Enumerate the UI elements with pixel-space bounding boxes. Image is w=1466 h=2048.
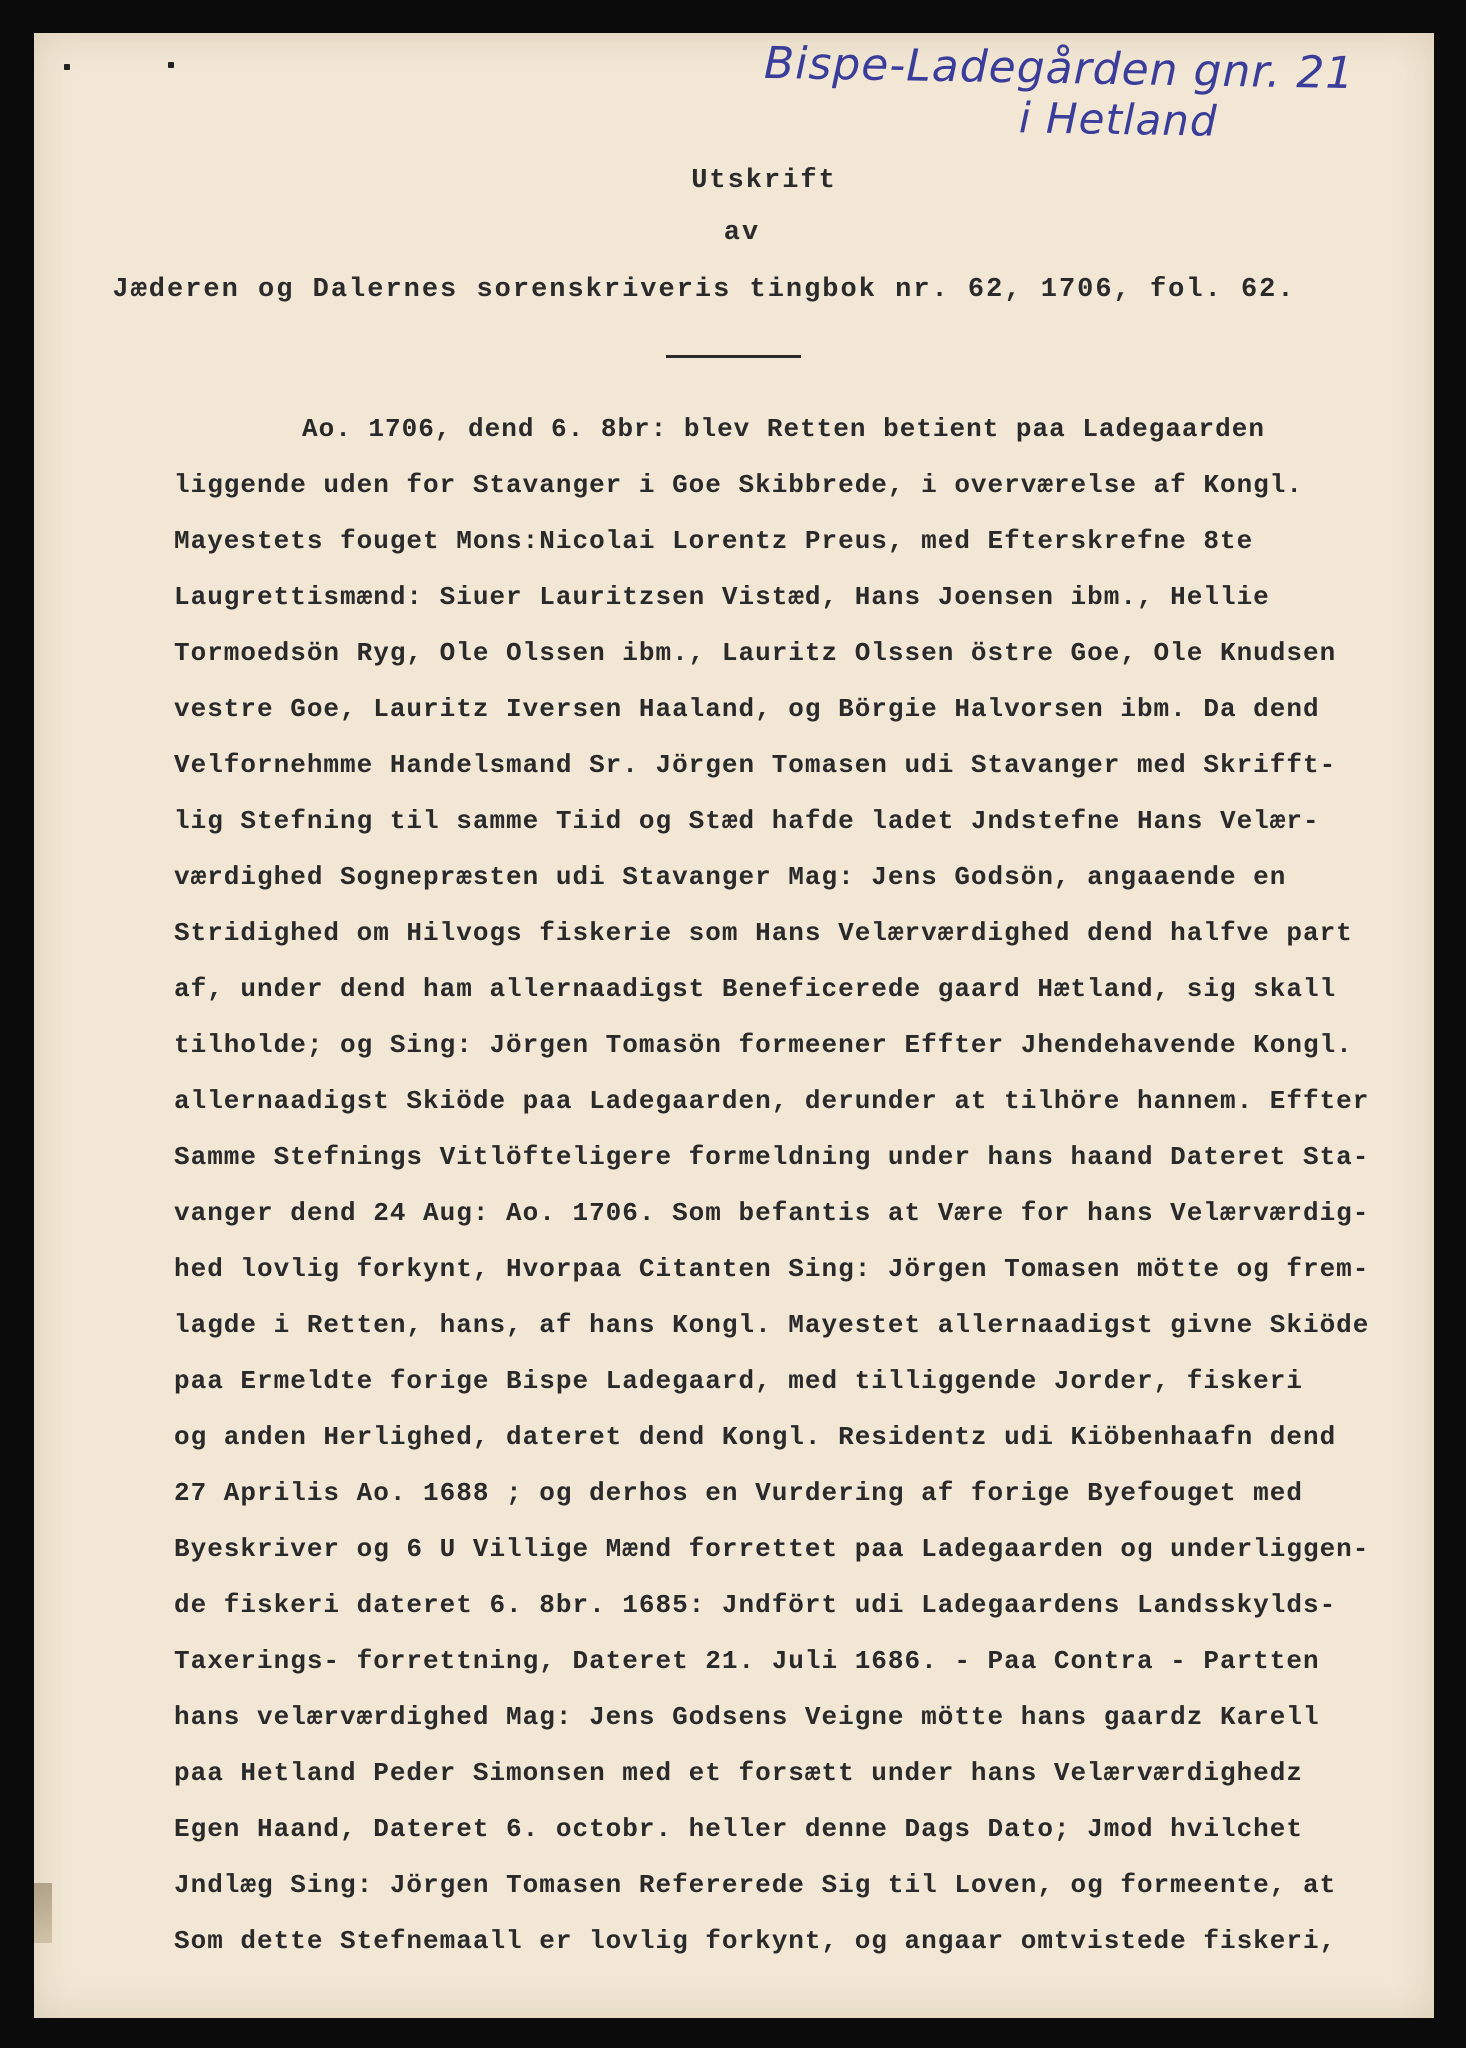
text-line: og anden Herlighed, dateret dend Kongl. Residentz udi Kiöbenhaafn dend: [174, 1422, 1337, 1452]
text-line: Samme Stefnings Vitlöfteligere formeldning under hans haand Dateret Sta-: [174, 1142, 1370, 1172]
text-line: Laugrettismænd: Siuer Lauritzsen Vistæd, Hans Joensen ibm., Hellie: [174, 582, 1270, 612]
text-line: Stridighed om Hilvogs fiskerie som Hans Velærværdighed dend halfve part: [174, 918, 1353, 948]
text-line: liggende uden for Stavanger i Goe Skibbrede, i overværelse af Kongl.: [174, 470, 1303, 500]
text-line: Egen Haand, Dateret 6. octobr. heller denne Dags Dato; Jmod hvilchet: [174, 1814, 1303, 1844]
text-line: paa Hetland Peder Simonsen med et forsætt under hans Velærværdighedz: [174, 1758, 1303, 1788]
text-line: værdighed Sognepræsten udi Stavanger Mag: Jens Godsön, angaaende en: [174, 862, 1287, 892]
text-line: allernaadigst Skiöde paa Ladegaarden, derunder at tilhöre hannem. Effter: [174, 1086, 1370, 1116]
ink-mark: [64, 64, 70, 70]
text-line: Tormoedsön Ryg, Ole Olssen ibm., Lauritz Olssen östre Goe, Ole Knudsen: [174, 638, 1337, 668]
text-line: vanger dend 24 Aug: Ao. 1706. Som befantis at Være for hans Velærværdig-: [174, 1198, 1370, 1228]
text-line: hed lovlig forkynt, Hvorpaa Citanten Sing: Jörgen Tomasen mötte og frem-: [174, 1254, 1370, 1284]
document-page: [34, 33, 1434, 2018]
text-line: de fiskeri dateret 6. 8br. 1685: Jndfört udi Ladegaardens Landsskylds-: [174, 1590, 1337, 1620]
text-line: Ao. 1706, dend 6. 8br: blev Retten betient paa Ladegaarden: [302, 414, 1265, 444]
document-source: Jæderen og Dalernes sorenskriveris tingbok nr. 62, 1706, fol. 62.: [112, 275, 1296, 305]
text-line: lig Stefning til samme Tiid og Stæd hafde ladet Jndstefne Hans Velær-: [174, 806, 1320, 836]
body-text: [174, 401, 1384, 1969]
text-line: 27 Aprilis Ao. 1688 ; og derhos en Vurdering af forige Byefouget med: [174, 1478, 1303, 1508]
text-line: paa Ermeldte forige Bispe Ladegaard, med tilliggende Jorder, fiskeri: [174, 1366, 1303, 1396]
text-line: Som dette Stefnemaall er lovlig forkynt, og angaar omtvistede fiskeri,: [174, 1926, 1337, 1956]
text-line: Velfornehmme Handelsmand Sr. Jörgen Tomasen udi Stavanger med Skrifft-: [174, 750, 1337, 780]
text-line: hans velærværdighed Mag: Jens Godsens Veigne mötte hans gaardz Karell: [174, 1702, 1320, 1732]
document-subtitle: av: [723, 218, 761, 248]
document-title: Utskrift: [691, 166, 837, 196]
text-line: Jndlæg Sing: Jörgen Tomasen Refererede Sig til Loven, og formeente, at: [174, 1870, 1337, 1900]
text-line: tilholde; og Sing: Jörgen Tomasön formeener Effter Jhendehavende Kongl.: [174, 1030, 1353, 1060]
text-line: lagde i Retten, hans, af hans Kongl. Mayestet allernaadigst givne Skiöde: [174, 1310, 1370, 1340]
text-line: vestre Goe, Lauritz Iversen Haaland, og Börgie Halvorsen ibm. Da dend: [174, 694, 1320, 724]
text-line: Mayestets fouget Mons:Nicolai Lorentz Preus, med Efterskrefne 8te: [174, 526, 1254, 556]
ink-mark: [168, 62, 174, 68]
text-line: Taxerings- forrettning, Dateret 21. Juli 1686. - Paa Contra - Partten: [174, 1646, 1320, 1676]
paper-stain: [34, 1883, 52, 1943]
text-line: af, under dend ham allernaadigst Beneficerede gaard Hætland, sig skall: [174, 974, 1337, 1004]
text-line: Byeskriver og 6 U Villige Mænd forrettet paa Ladegaarden og underliggen-: [174, 1534, 1370, 1564]
handwritten-note-line2: i Hetland: [1018, 93, 1219, 146]
handwritten-note-line1: Bispe-Ladegården gnr. 21: [763, 37, 1355, 100]
divider: [666, 355, 801, 358]
